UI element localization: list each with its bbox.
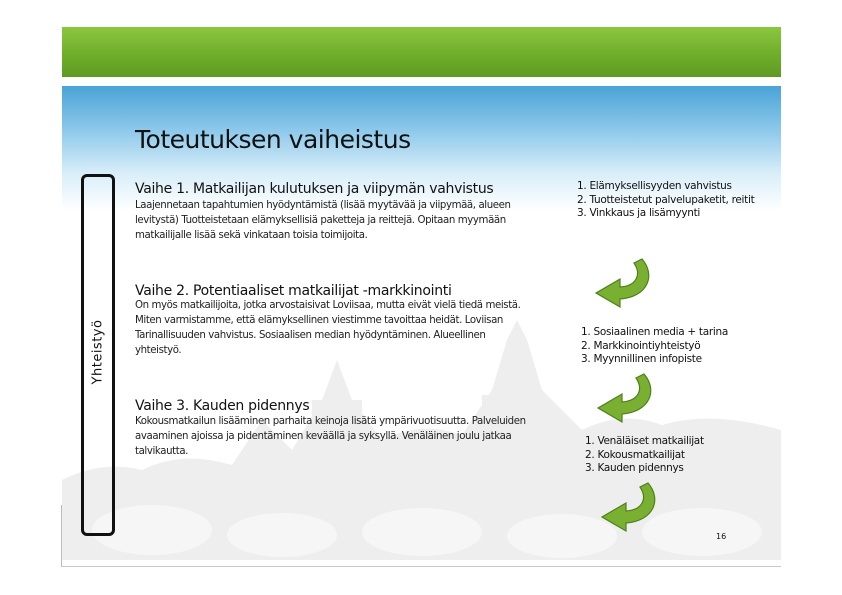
phase-1-line: Laajennetaan tapahtumien hyödyntämistä (lisää myytävää ja viipymää, alueen <box>135 200 511 211</box>
list-item: 3. Kauden pidennys <box>585 462 684 474</box>
list-item: 1. Venäläiset matkailijat <box>585 435 704 447</box>
list-item: 1. Sosiaalinen media + tarina <box>581 326 728 338</box>
phase-2-line: Tarinallisuuden vahvistus. Sosiaalisen median hyödyntäminen. Alueellinen <box>135 330 486 341</box>
list-item: 2. Kokousmatkailijat <box>585 448 685 461</box>
list-item: 1. Elämyksellisyyden vahvistus <box>577 180 732 192</box>
phase-3-body <box>135 414 567 459</box>
phase-1-body <box>135 198 567 243</box>
phase-1-list <box>577 180 754 221</box>
phase-3-heading: Vaihe 3. Kauden pidennys <box>135 398 310 414</box>
phase-2-body <box>135 298 567 358</box>
green-header-band <box>62 27 781 77</box>
phase-2-line: Miten varmistamme, että elämyksellinen viestimme tavoittaa heidät. Loviisan <box>135 315 503 326</box>
phase-2-line: yhteistyö. <box>135 345 182 356</box>
phase-3-line: talvikautta. <box>135 446 189 457</box>
list-item: 2. Tuotteistetut palvelupaketit, reitit <box>577 193 755 206</box>
list-item: 3. Myynnillinen infopiste <box>581 353 702 365</box>
phase-1-heading: Vaihe 1. Matkailijan kulutuksen ja viipymän vahvistus <box>135 181 494 197</box>
curved-arrow-icon <box>596 477 666 537</box>
phase-3-list <box>585 435 704 476</box>
page-number: 16 <box>716 532 727 541</box>
list-item: 3. Vinkkaus ja lisämyynti <box>577 207 701 219</box>
phase-1-line: matkailijalle lisää sekä vinkataan toisia toimijoita. <box>135 230 368 241</box>
list-item: 2. Markkinointiyhteistyö <box>581 339 701 352</box>
phase-2-list <box>581 326 728 367</box>
curved-arrow-icon <box>592 368 662 428</box>
phase-1-line: levitystä) Tuotteistetaan elämyksellisiä paketteja ja reittejä. Opitaan myymään <box>135 215 506 226</box>
side-bar-label: Yhteistyö <box>90 319 106 385</box>
phase-3-line: avaaminen ajoissa ja pidentäminen keväällä ja syksyllä. Venäläinen joulu jatkaa <box>135 431 512 442</box>
footer-rule <box>62 566 781 567</box>
slide-title: Toteutuksen vaiheistus <box>135 125 411 154</box>
phase-2-heading: Vaihe 2. Potentiaaliset matkailijat -markkinointi <box>135 283 452 299</box>
curved-arrow-icon <box>590 253 660 313</box>
frame-edge <box>61 505 62 567</box>
phase-3-line: Kokousmatkailun lisääminen parhaita keinoja lisätä ympärivuotisuutta. Palveluiden <box>135 416 526 427</box>
phase-2-line: On myös matkailijoita, jotka arvostaisivat Loviisaa, mutta eivät vielä tiedä meistä. <box>135 300 521 311</box>
